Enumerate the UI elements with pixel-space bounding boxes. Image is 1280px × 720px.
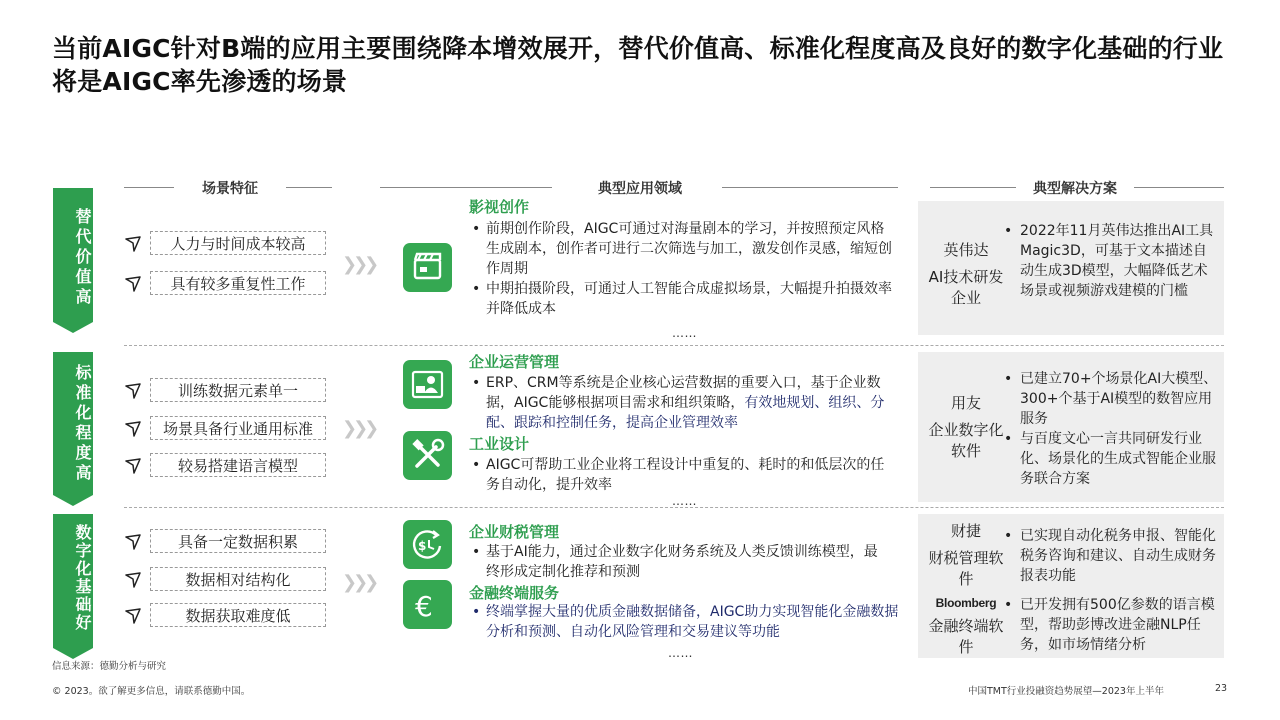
- solution-bullets: [1004, 221, 1218, 301]
- company-name: 用友: [950, 394, 981, 412]
- feature-label: 数据获取难度低: [150, 603, 326, 627]
- bullet-item: • 终端掌握大量的优质金融数据储备，AIGC助力实现智能化金融数据分析和预测、自动化风险管理和交易建议等功能: [470, 602, 900, 642]
- header-rule: [722, 187, 898, 188]
- column-header-solutions: 典型解决方案: [1033, 181, 1117, 197]
- bullet-item: • AIGC可帮助工业企业将工程设计中重复的、耗时的和低层次的任务自动化，提升效率: [470, 455, 890, 495]
- ellipsis: ……: [672, 326, 697, 340]
- bullet-highlight: 有效地规划、组织、分配、跟踪和控制任务，提高企业管理效率: [486, 395, 885, 431]
- feature-label: 具备一定数据积累: [150, 529, 326, 553]
- bullet-item: • 已实现自动化税务申报、智能化税务咨询和建议、自动生成财务报表功能: [1004, 526, 1218, 586]
- feature-label: 具有较多重复性工作: [150, 271, 326, 295]
- row-divider: [124, 345, 1224, 346]
- app-bullets: [470, 219, 895, 319]
- manager-desk-icon: [403, 360, 452, 409]
- chevrons-icon: ❯❯❯: [342, 418, 376, 439]
- row-label-substitution-value: 替代价值高: [53, 188, 93, 322]
- chevrons-icon: ❯❯❯: [342, 254, 376, 275]
- bullet-item: • 与百度文心一言共同研发行业化、场景化的生成式智能企业服务联合方案: [1004, 429, 1218, 489]
- solution-company: [926, 240, 1006, 309]
- bullet-item: • 2022年11月英伟达推出AI工具 Magic3D，可基于文本描述自动生成3D模型，大幅降低艺术场景或视频游戏建模的门槛: [1004, 221, 1218, 301]
- solution-bullets: [1004, 595, 1218, 655]
- pointer-icon: [124, 533, 142, 551]
- company-name: 英伟达: [943, 241, 989, 259]
- header-rule: [930, 187, 1016, 188]
- app-title: 工业设计: [469, 435, 530, 453]
- bullet-item: • 基于AI能力，通过企业数字化财务系统及人类反馈训练模型，最终形成定制化推荐和预测: [470, 542, 890, 582]
- solution-bullets: [1004, 526, 1218, 586]
- bullet-item: • 已建立70+个场景化AI大模型、300+个基于AI模型的数智应用服务: [1004, 369, 1218, 429]
- pointer-icon: [124, 607, 142, 625]
- bullet-text: ERP、CRM等系统是企业核心运营数据的重要入口，基于企业数据，AIGC能够根据项目需求和组织策略，: [486, 375, 881, 411]
- chevrons-icon: ❯❯❯: [342, 572, 376, 593]
- app-bullets: [470, 542, 890, 582]
- header-rule: [124, 187, 174, 188]
- pointer-icon: [124, 382, 142, 400]
- row-label-digital-foundation: 数字化基础好: [53, 514, 93, 648]
- source-note: 信息来源：德勤分析与研究: [52, 661, 167, 672]
- company-desc: 金融终端软件: [928, 617, 1004, 656]
- bullet-item: [470, 373, 898, 433]
- feature-item: [124, 607, 334, 627]
- company-desc: AI技术研发企业: [928, 268, 1004, 307]
- app-title: 企业财税管理: [469, 523, 560, 541]
- app-title: 企业运营管理: [469, 353, 560, 371]
- feature-label: 数据相对结构化: [150, 567, 326, 591]
- feature-item: [124, 457, 334, 477]
- feature-item: [124, 382, 334, 402]
- pointer-icon: [124, 235, 142, 253]
- column-header-features: 场景特征: [202, 181, 258, 197]
- column-header-apps: 典型应用领域: [598, 181, 682, 197]
- page-number: 23: [1215, 683, 1228, 694]
- bloomberg-logo: Bloomberg: [935, 596, 997, 610]
- ellipsis: ……: [672, 494, 697, 508]
- pointer-icon: [124, 457, 142, 475]
- svg-text:$: $: [418, 539, 427, 553]
- pointer-icon: [124, 571, 142, 589]
- feature-item: [124, 533, 334, 553]
- feature-item: [124, 235, 334, 255]
- feature-label: 场景具备行业通用标准: [150, 416, 326, 440]
- svg-text:€: €: [415, 590, 433, 623]
- app-bullets: [470, 373, 898, 433]
- feature-label: 训练数据元素单一: [150, 378, 326, 402]
- feature-label: 人力与时间成本较高: [150, 231, 326, 255]
- header-rule: [286, 187, 332, 188]
- feature-item: [124, 275, 334, 295]
- header-rule: [380, 187, 552, 188]
- finance-clock-icon: [403, 520, 452, 569]
- bullet-item: • 已开发拥有500亿参数的语言模型，帮助彭博改进金融NLP任务，如市场情绪分析: [1004, 595, 1218, 655]
- copyright: © 2023。欲了解更多信息，请联系德勤中国。: [52, 686, 251, 697]
- feature-item: [124, 571, 334, 591]
- header-rule: [1134, 187, 1224, 188]
- app-bullets: [470, 455, 890, 495]
- euro-icon: [403, 580, 452, 629]
- company-name: 财捷: [950, 522, 981, 540]
- company-desc: 企业数字化软件: [928, 421, 1004, 460]
- bullet-item: • 前期创作阶段，AIGC可通过对海量剧本的学习，并按照预定风格生成剧本，创作者可进行二次筛选与加工，激发创作灵感，缩短创作周期: [470, 219, 895, 279]
- clapperboard-icon: [403, 243, 452, 292]
- feature-label: 较易搭建语言模型: [150, 453, 326, 477]
- pointer-icon: [124, 275, 142, 293]
- page-title: 当前AIGC针对B端的应用主要围绕降本增效展开，替代价值高、标准化程度高及良好的数字化基础的行业将是AIGC率先渗透的场景: [52, 34, 1224, 96]
- row-label-standardization: 标准化程度高: [53, 352, 93, 495]
- bullet-item: • 中期拍摄阶段，可通过人工智能合成虚拟场景，大幅提升拍摄效率并降低成本: [470, 279, 895, 319]
- solution-bullets: [1004, 369, 1218, 489]
- row-divider: [124, 507, 1224, 508]
- solution-company: [926, 393, 1006, 462]
- app-bullets: [470, 602, 900, 642]
- solution-company: [926, 593, 1006, 658]
- report-name: 中国TMT行业投融资趋势展望—2023年上半年: [968, 686, 1164, 697]
- app-title: 影视创作: [469, 198, 530, 216]
- app-title: 金融终端服务: [469, 584, 560, 602]
- solution-company: [926, 521, 1006, 590]
- feature-item: [124, 420, 334, 440]
- ellipsis: ……: [668, 646, 693, 660]
- hammer-wrench-icon: [403, 431, 452, 480]
- company-desc: 财税管理软件: [928, 549, 1004, 588]
- pointer-icon: [124, 420, 142, 438]
